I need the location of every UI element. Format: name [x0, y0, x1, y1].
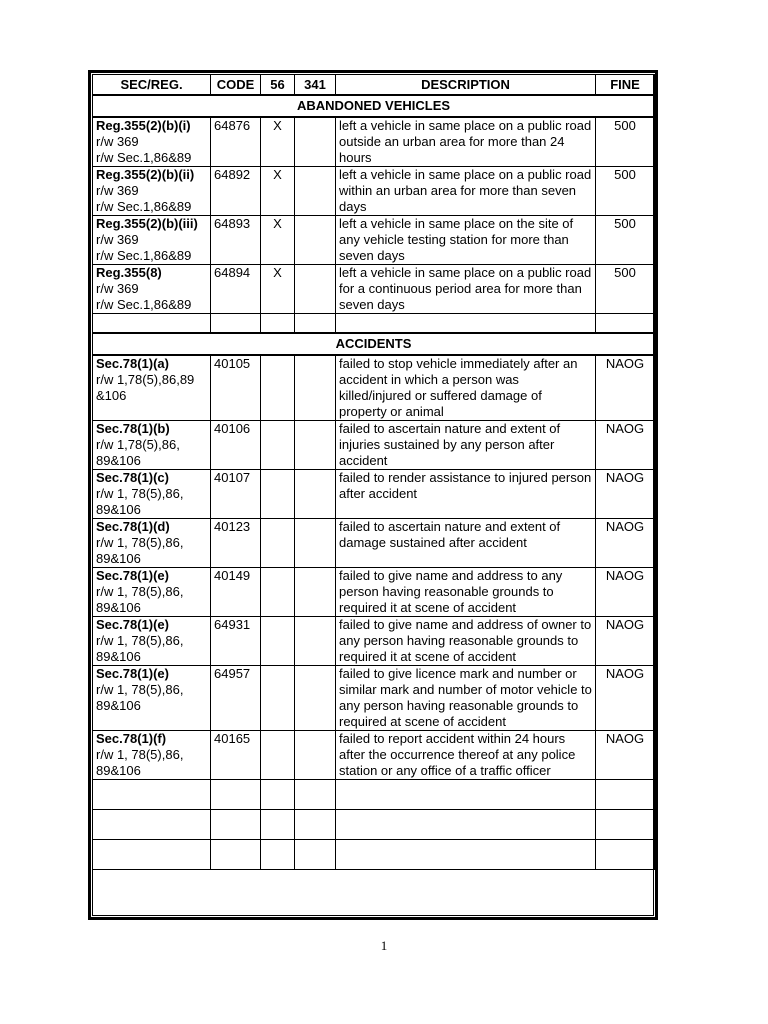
- empty-cell: [596, 810, 655, 840]
- sec-reg-read-with: r/w 369: [96, 134, 139, 149]
- sec-reg-cell: [93, 216, 211, 265]
- sec-reg-read-with: 89&106: [96, 698, 141, 713]
- empty-cell: [93, 840, 211, 870]
- empty-cell: [93, 314, 211, 334]
- sec-reg-reference: Reg.355(8): [96, 265, 162, 280]
- col-56-cell: [261, 666, 295, 731]
- description-cell: failed to stop vehicle immediately after an accident in which a person was killed/injured or suffered damage of property or animal: [336, 355, 596, 421]
- sec-reg-cell: [93, 470, 211, 519]
- sec-reg-reference: Sec.78(1)(e): [96, 617, 169, 632]
- empty-cell: [295, 840, 336, 870]
- sec-reg-cell: [93, 117, 211, 167]
- empty-cell: [211, 840, 261, 870]
- empty-cell: [596, 840, 655, 870]
- col-341-cell: [295, 470, 336, 519]
- sec-reg-reference: Sec.78(1)(a): [96, 356, 169, 371]
- description-cell: failed to report accident within 24 hours after the occurrence thereof at any police station or any office of a traffic officer: [336, 731, 596, 780]
- col-56-cell: [261, 731, 295, 780]
- spacer-row: [93, 314, 655, 334]
- sec-reg-read-with: r/w 1, 78(5),86,: [96, 584, 184, 599]
- col-56-cell: X: [261, 216, 295, 265]
- col-56-cell: X: [261, 117, 295, 167]
- sec-reg-read-with: r/w Sec.1,86&89: [96, 199, 192, 214]
- col-341-cell: [295, 421, 336, 470]
- sec-reg-read-with: r/w Sec.1,86&89: [96, 248, 192, 263]
- col-341-cell: [295, 167, 336, 216]
- code-cell: 64893: [211, 216, 261, 265]
- sec-reg-reference: Sec.78(1)(f): [96, 731, 167, 746]
- empty-cell: [336, 314, 596, 334]
- description-cell: failed to give name and address to any person having reasonable grounds to required it at scene of accident: [336, 568, 596, 617]
- sec-reg-read-with: r/w 1, 78(5),86,: [96, 486, 184, 501]
- sec-reg-cell: [93, 355, 211, 421]
- empty-cell: [336, 810, 596, 840]
- empty-row: [93, 780, 655, 810]
- sec-reg-reference: Sec.78(1)(d): [96, 519, 170, 534]
- sec-reg-read-with: 89&106: [96, 453, 141, 468]
- table-row: [93, 519, 655, 568]
- description-cell: failed to give licence mark and number or similar mark and number of motor vehicle to any person having reasonable grounds to required at scene of accident: [336, 666, 596, 731]
- empty-cell: [261, 810, 295, 840]
- sec-reg-cell: [93, 666, 211, 731]
- sec-reg-read-with: 89&106: [96, 763, 141, 778]
- sec-reg-read-with: r/w 1, 78(5),86,: [96, 682, 184, 697]
- sec-reg-read-with: r/w 1,78(5),86,: [96, 437, 180, 452]
- empty-cell: [261, 780, 295, 810]
- empty-cell: [295, 780, 336, 810]
- code-cell: 40149: [211, 568, 261, 617]
- description-cell: failed to ascertain nature and extent of injuries sustained by any person after accident: [336, 421, 596, 470]
- sec-reg-read-with: 89&106: [96, 551, 141, 566]
- fine-cell: NAOG: [596, 421, 655, 470]
- col-56-cell: [261, 568, 295, 617]
- table-row: [93, 265, 655, 314]
- sec-reg-cell: [93, 265, 211, 314]
- description-cell: left a vehicle in same place on a public road within an urban area for more than seven days: [336, 167, 596, 216]
- header-sec: SEC/REG.: [93, 75, 211, 96]
- code-cell: 64894: [211, 265, 261, 314]
- sec-reg-reference: Sec.78(1)(c): [96, 470, 169, 485]
- table-row: [93, 617, 655, 666]
- empty-cell: [295, 810, 336, 840]
- sec-reg-reference: Sec.78(1)(e): [96, 568, 169, 583]
- header-341: 341: [295, 75, 336, 96]
- header-fine: FINE: [596, 75, 655, 96]
- sec-reg-cell: [93, 731, 211, 780]
- offence-table: [92, 74, 655, 870]
- table-row: [93, 666, 655, 731]
- sec-reg-read-with: &106: [96, 388, 127, 403]
- section-title: ABANDONED VEHICLES: [93, 95, 655, 117]
- sec-reg-read-with: r/w 1,78(5),86,89: [96, 372, 195, 387]
- description-cell: failed to give name and address of owner to any person having reasonable grounds to required it at scene of accident: [336, 617, 596, 666]
- table-row: [93, 731, 655, 780]
- section-header-row: [93, 95, 655, 117]
- fine-cell: 500: [596, 265, 655, 314]
- empty-cell: [336, 840, 596, 870]
- fine-cell: 500: [596, 216, 655, 265]
- description-cell: left a vehicle in same place on a public road outside an urban area for more than 24 hours: [336, 117, 596, 167]
- col-341-cell: [295, 355, 336, 421]
- sec-reg-read-with: r/w 369: [96, 183, 139, 198]
- fine-cell: 500: [596, 117, 655, 167]
- header-description: DESCRIPTION: [336, 75, 596, 96]
- code-cell: 64931: [211, 617, 261, 666]
- sec-reg-reference: Reg.355(2)(b)(iii): [96, 216, 198, 231]
- empty-cell: [93, 780, 211, 810]
- description-cell: failed to render assistance to injured person after accident: [336, 470, 596, 519]
- fine-cell: NAOG: [596, 666, 655, 731]
- sec-reg-reference: Reg.355(2)(b)(ii): [96, 167, 195, 182]
- fine-cell: 500: [596, 167, 655, 216]
- col-341-cell: [295, 117, 336, 167]
- sec-reg-cell: [93, 617, 211, 666]
- col-341-cell: [295, 265, 336, 314]
- table-row: [93, 421, 655, 470]
- code-cell: 40106: [211, 421, 261, 470]
- sec-reg-cell: [93, 519, 211, 568]
- section-title: ACCIDENTS: [93, 333, 655, 355]
- empty-cell: [261, 314, 295, 334]
- col-341-cell: [295, 666, 336, 731]
- table-row: [93, 216, 655, 265]
- empty-cell: [596, 780, 655, 810]
- code-cell: 40107: [211, 470, 261, 519]
- section-header-row: [93, 333, 655, 355]
- sec-reg-read-with: 89&106: [96, 649, 141, 664]
- col-56-cell: [261, 617, 295, 666]
- fine-cell: NAOG: [596, 470, 655, 519]
- empty-row: [93, 810, 655, 840]
- sec-reg-read-with: r/w 369: [96, 232, 139, 247]
- sec-reg-read-with: r/w 1, 78(5),86,: [96, 633, 184, 648]
- table-body: [93, 95, 655, 870]
- fine-cell: NAOG: [596, 617, 655, 666]
- col-56-cell: X: [261, 167, 295, 216]
- header-row: [93, 75, 655, 96]
- table-row: [93, 470, 655, 519]
- sec-reg-read-with: r/w 1, 78(5),86,: [96, 747, 184, 762]
- description-cell: failed to ascertain nature and extent of damage sustained after accident: [336, 519, 596, 568]
- code-cell: 64957: [211, 666, 261, 731]
- table-row: [93, 355, 655, 421]
- description-cell: left a vehicle in same place on the site of any vehicle testing station for more than seven days: [336, 216, 596, 265]
- empty-cell: [336, 780, 596, 810]
- table-row: [93, 568, 655, 617]
- col-56-cell: [261, 355, 295, 421]
- table-row: [93, 117, 655, 167]
- sec-reg-read-with: 89&106: [96, 600, 141, 615]
- empty-cell: [211, 780, 261, 810]
- col-341-cell: [295, 519, 336, 568]
- sec-reg-reference: Sec.78(1)(e): [96, 666, 169, 681]
- code-cell: 40123: [211, 519, 261, 568]
- sec-reg-reference: Sec.78(1)(b): [96, 421, 170, 436]
- sec-reg-read-with: r/w Sec.1,86&89: [96, 297, 192, 312]
- table-row: [93, 167, 655, 216]
- col-56-cell: [261, 470, 295, 519]
- col-341-cell: [295, 617, 336, 666]
- col-56-cell: [261, 519, 295, 568]
- empty-cell: [211, 810, 261, 840]
- empty-cell: [211, 314, 261, 334]
- col-56-cell: X: [261, 265, 295, 314]
- header-code: CODE: [211, 75, 261, 96]
- code-cell: 40105: [211, 355, 261, 421]
- sec-reg-read-with: 89&106: [96, 502, 141, 517]
- empty-cell: [596, 314, 655, 334]
- col-341-cell: [295, 568, 336, 617]
- empty-row: [93, 840, 655, 870]
- sec-reg-cell: [93, 421, 211, 470]
- sec-reg-read-with: r/w Sec.1,86&89: [96, 150, 192, 165]
- sec-reg-read-with: r/w 1, 78(5),86,: [96, 535, 184, 550]
- code-cell: 64892: [211, 167, 261, 216]
- sec-reg-cell: [93, 167, 211, 216]
- col-341-cell: [295, 731, 336, 780]
- empty-cell: [93, 810, 211, 840]
- empty-cell: [295, 314, 336, 334]
- header-56: 56: [261, 75, 295, 96]
- code-cell: 40165: [211, 731, 261, 780]
- sec-reg-read-with: r/w 369: [96, 281, 139, 296]
- page-number: 1: [380, 938, 388, 953]
- fine-cell: NAOG: [596, 568, 655, 617]
- sec-reg-reference: Reg.355(2)(b)(i): [96, 118, 191, 133]
- col-56-cell: [261, 421, 295, 470]
- fine-cell: NAOG: [596, 519, 655, 568]
- sec-reg-cell: [93, 568, 211, 617]
- code-cell: 64876: [211, 117, 261, 167]
- col-341-cell: [295, 216, 336, 265]
- fine-cell: NAOG: [596, 355, 655, 421]
- description-cell: left a vehicle in same place on a public road for a continuous period area for more than seven days: [336, 265, 596, 314]
- empty-cell: [261, 840, 295, 870]
- fine-cell: NAOG: [596, 731, 655, 780]
